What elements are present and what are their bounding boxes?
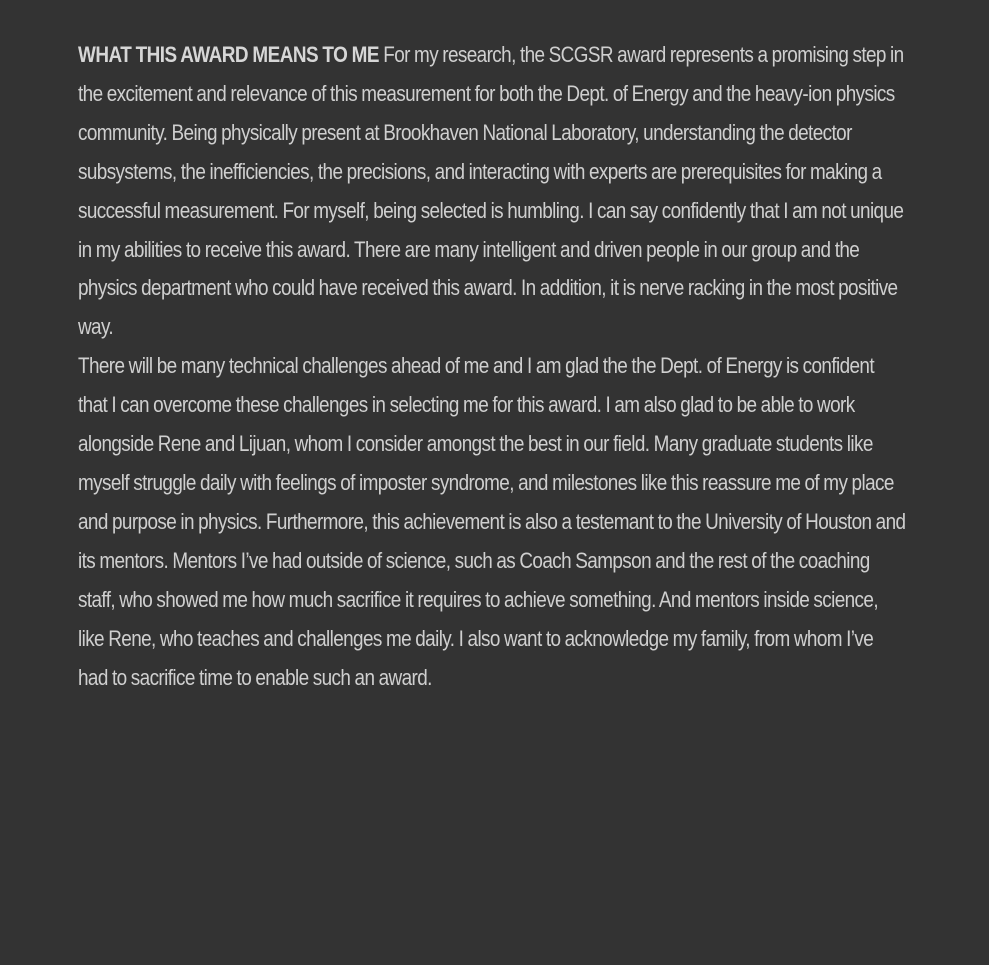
paragraph-1-text: For my research, the SCGSR award represents a promising step in the excitement and relevance of this measurement for both the Dept. of Energy and the heavy-ion physics community. Being physically present at Brookhaven National Laboratory, understanding the detector subsystems, the inefficiencies, the precisions, and interacting with experts are prerequisites for making a successful measurement. For myself, being selected is humbling. I can say confidently that I am not unique in my abilities to receive this award. There are many intelligent and driven people in our group and the physics department who could have received this award. In addition, it is nerve racking in the most positive way. <box>78 42 904 340</box>
paragraph-2: There will be many technical challenges ahead of me and I am glad the the Dept. of Energy is confident that I can overcome these challenges in selecting me for this award. I am also glad to be able to work alongside Rene and Lijuan, whom I consider amongst the best in our field. Many graduate students like myself struggle daily with feelings of imposter syndrome, and milestones like this reassure me of my place and purpose in physics. Furthermore, this achievement is also a testemant to the University of Houston and its mentors. Mentors I’ve had outside of science, such as Coach Sampson and the rest of the coaching staff, who showed me how much sacrifice it requires to achieve something. And mentors inside science, like Rene, who teaches and challenges me daily. I also want to acknowledge my family, from whom I’ve had to sacrifice time to enable such an award. <box>78 353 906 690</box>
award-statement <box>78 36 906 697</box>
section-heading: WHAT THIS AWARD MEANS TO ME <box>78 42 379 67</box>
paragraph-1 <box>78 36 906 347</box>
